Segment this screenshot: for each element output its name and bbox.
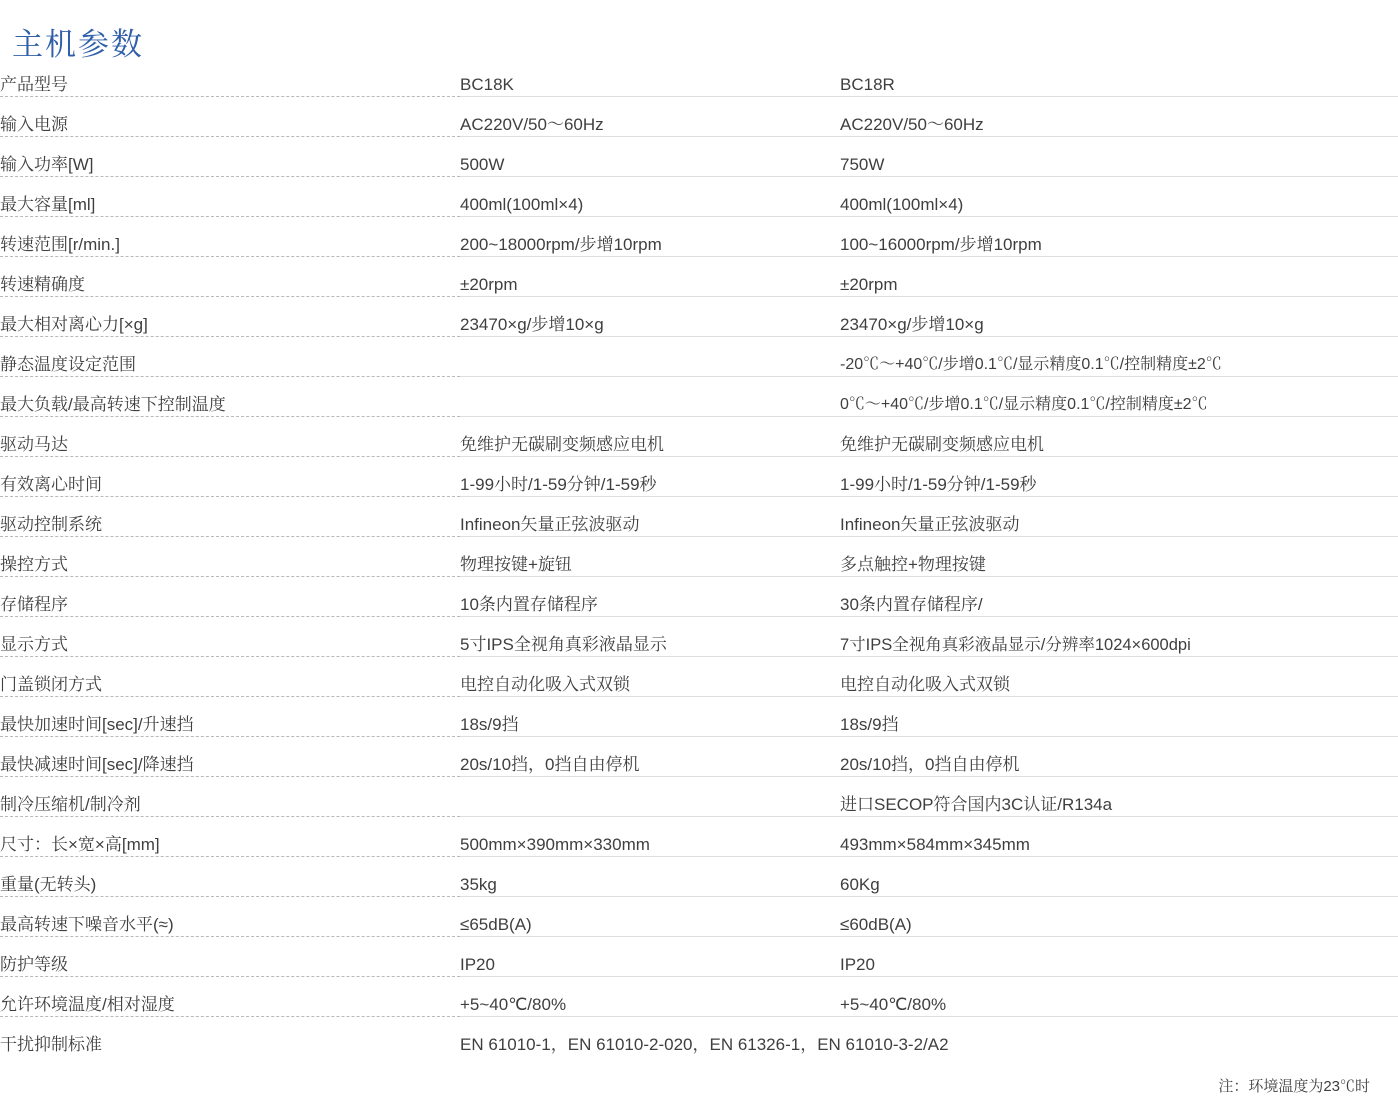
spec-label: 驱动马达 <box>0 416 460 456</box>
spec-value-bc18r: +5~40℃/80% <box>840 976 1398 1016</box>
spec-value-bc18k <box>460 776 840 816</box>
spec-value-bc18k: 1-99小时/1-59分钟/1-59秒 <box>460 456 840 496</box>
table-row <box>0 936 1398 976</box>
spec-value-bc18r: 0℃～+40℃/步增0.1℃/显示精度0.1℃/控制精度±2℃ <box>840 376 1398 416</box>
spec-value-bc18k: IP20 <box>460 936 840 976</box>
spec-value-bc18k: 500mm×390mm×330mm <box>460 816 840 856</box>
spec-label: 产品型号 <box>0 56 460 96</box>
spec-value-bc18r: 7寸IPS全视角真彩液晶显示/分辨率1024×600dpi <box>840 616 1398 656</box>
spec-label: 静态温度设定范围 <box>0 336 460 376</box>
table-row <box>0 856 1398 896</box>
spec-value-bc18k: 电控自动化吸入式双锁 <box>460 656 840 696</box>
spec-label: 门盖锁闭方式 <box>0 656 460 696</box>
spec-value-bc18k <box>460 376 840 416</box>
table-row <box>0 696 1398 736</box>
table-row <box>0 416 1398 456</box>
table-row <box>0 136 1398 176</box>
table-row <box>0 376 1398 416</box>
table-row <box>0 656 1398 696</box>
spec-value-bc18r: 电控自动化吸入式双锁 <box>840 656 1398 696</box>
spec-value-bc18k: ±20rpm <box>460 256 840 296</box>
table-row <box>0 976 1398 1016</box>
spec-value-bc18r: ±20rpm <box>840 256 1398 296</box>
spec-value-bc18k: 23470×g/步增10×g <box>460 296 840 336</box>
spec-label: 输入电源 <box>0 96 460 136</box>
spec-label: 防护等级 <box>0 936 460 976</box>
spec-value-bc18k: AC220V/50～60Hz <box>460 96 840 136</box>
spec-value-bc18k: 200~18000rpm/步增10rpm <box>460 216 840 256</box>
table-row <box>0 896 1398 936</box>
spec-label: 干扰抑制标准 <box>0 1035 102 1054</box>
spec-value-bc18r: 100~16000rpm/步增10rpm <box>840 216 1398 256</box>
table-row <box>0 56 1398 96</box>
spec-value-bc18r: 1-99小时/1-59分钟/1-59秒 <box>840 456 1398 496</box>
spec-label: 允许环境温度/相对湿度 <box>0 976 460 1016</box>
spec-value-bc18k: 400ml(100ml×4) <box>460 176 840 216</box>
table-row <box>0 776 1398 816</box>
spec-value-bc18r: 493mm×584mm×345mm <box>840 816 1398 856</box>
table-row <box>0 536 1398 576</box>
spec-label: 有效离心时间 <box>0 456 460 496</box>
spec-label: 显示方式 <box>0 616 460 656</box>
spec-label: 重量(无转头) <box>0 856 460 896</box>
spec-value-bc18k: ≤65dB(A) <box>460 896 840 936</box>
table-row-standards <box>0 1016 1398 1056</box>
table-row <box>0 336 1398 376</box>
page-title: 主机参数 <box>12 26 144 62</box>
spec-value-bc18r: 20s/10挡，0挡自由停机 <box>840 736 1398 776</box>
spec-value-bc18k <box>460 336 840 376</box>
spec-value-bc18k: 10条内置存储程序 <box>460 576 840 616</box>
spec-label: 存储程序 <box>0 576 460 616</box>
spec-label: 转速精确度 <box>0 256 460 296</box>
spec-value-standards: EN 61010-1，EN 61010-2-020，EN 61326-1，EN 61010-3-2/A2 <box>460 1035 949 1054</box>
spec-value-bc18r: AC220V/50～60Hz <box>840 96 1398 136</box>
spec-value-bc18r: Infineon矢量正弦波驱动 <box>840 496 1398 536</box>
spec-value-bc18r: 60Kg <box>840 856 1398 896</box>
spec-label: 最高转速下噪音水平(≈) <box>0 896 460 936</box>
spec-label: 制冷压缩机/制冷剂 <box>0 776 460 816</box>
table-row <box>0 176 1398 216</box>
spec-label: 尺寸：长×宽×高[mm] <box>0 816 460 856</box>
table-row <box>0 256 1398 296</box>
spec-value-bc18r: 30条内置存储程序/ <box>840 576 1398 616</box>
specifications-table <box>0 56 1398 1056</box>
spec-value-bc18k: 35kg <box>460 856 840 896</box>
spec-label: 最快加速时间[sec]/升速挡 <box>0 696 460 736</box>
spec-value-bc18k: 500W <box>460 136 840 176</box>
table-row <box>0 96 1398 136</box>
spec-label: 输入功率[W] <box>0 136 460 176</box>
spec-table-body <box>0 56 1398 1056</box>
table-row <box>0 616 1398 656</box>
table-row <box>0 296 1398 336</box>
spec-value-bc18r: 多点触控+物理按键 <box>840 536 1398 576</box>
spec-value-bc18r: 18s/9挡 <box>840 696 1398 736</box>
spec-value-bc18k: 18s/9挡 <box>460 696 840 736</box>
spec-value-bc18k: BC18K <box>460 56 840 96</box>
spec-value-bc18r: 进口SECOP符合国内3C认证/R134a <box>840 776 1398 816</box>
spec-label: 操控方式 <box>0 536 460 576</box>
spec-value-bc18r: 400ml(100ml×4) <box>840 176 1398 216</box>
spec-label: 最快减速时间[sec]/降速挡 <box>0 736 460 776</box>
spec-value-bc18r: IP20 <box>840 936 1398 976</box>
spec-label: 驱动控制系统 <box>0 496 460 536</box>
spec-value-bc18k: 5寸IPS全视角真彩液晶显示 <box>460 616 840 656</box>
table-row <box>0 736 1398 776</box>
table-row <box>0 496 1398 536</box>
spec-value-bc18k: 20s/10挡，0挡自由停机 <box>460 736 840 776</box>
spec-value-bc18r: -20℃～+40℃/步增0.1℃/显示精度0.1℃/控制精度±2℃ <box>840 336 1398 376</box>
table-row <box>0 456 1398 496</box>
spec-label: 转速范围[r/min.] <box>0 216 460 256</box>
spec-value-bc18r: BC18R <box>840 56 1398 96</box>
spec-label: 最大相对离心力[×g] <box>0 296 460 336</box>
table-row <box>0 216 1398 256</box>
spec-value-bc18k: Infineon矢量正弦波驱动 <box>460 496 840 536</box>
table-row <box>0 576 1398 616</box>
spec-value-bc18r: 750W <box>840 136 1398 176</box>
spec-value-bc18r: ≤60dB(A) <box>840 896 1398 936</box>
footnote: 注：环境温度为23℃时 <box>1218 1078 1370 1095</box>
spec-value-bc18r: 免维护无碳刷变频感应电机 <box>840 416 1398 456</box>
spec-value-bc18k: +5~40℃/80% <box>460 976 840 1016</box>
spec-value-bc18r: 23470×g/步增10×g <box>840 296 1398 336</box>
table-row <box>0 816 1398 856</box>
spec-label: 最大容量[ml] <box>0 176 460 216</box>
spec-label: 最大负载/最高转速下控制温度 <box>0 376 460 416</box>
spec-value-bc18k: 物理按键+旋钮 <box>460 536 840 576</box>
spec-value-bc18k: 免维护无碳刷变频感应电机 <box>460 416 840 456</box>
